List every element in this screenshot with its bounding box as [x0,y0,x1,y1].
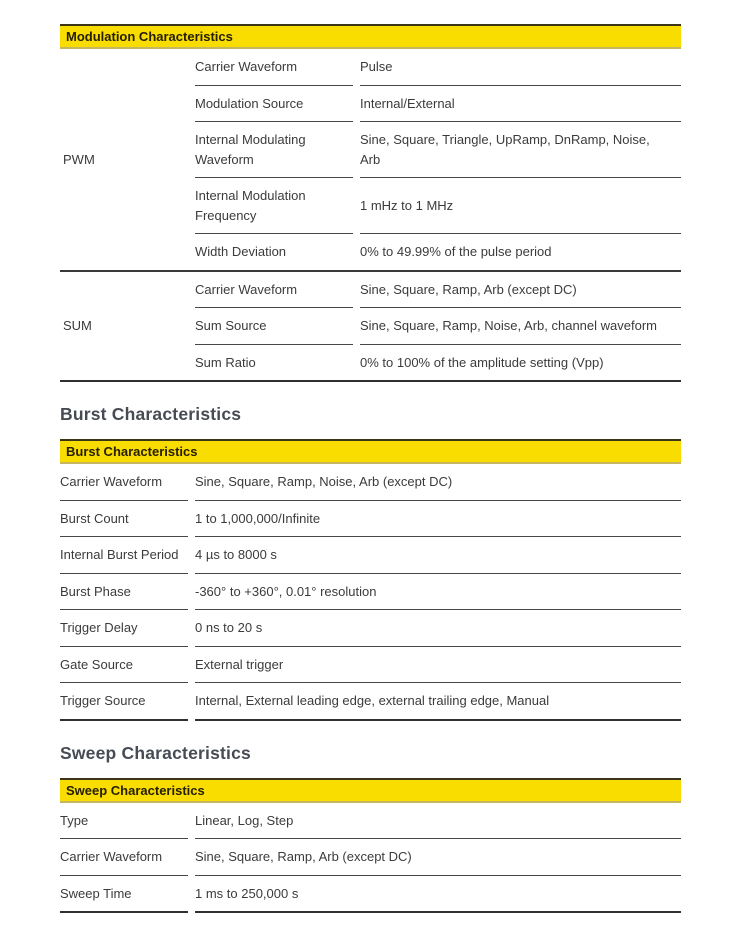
row-value: -360° to +360°, 0.01° resolution [195,574,681,611]
row-value: External trigger [195,647,681,684]
sweep-section-heading: Sweep Characteristics [60,742,251,763]
table-row [195,49,681,86]
row-label: Burst Count [60,501,188,538]
table-row [195,178,681,234]
burst-section-heading: Burst Characteristics [60,404,242,424]
burst-table-header-label: Burst Characteristics [66,444,198,459]
row-label: Trigger Source [60,683,188,721]
row-value: 0% to 49.99% of the pulse period [360,244,552,259]
table-row [195,272,681,309]
row-value: 1 ms to 250,000 s [195,876,681,914]
row-label: Width Deviation [195,244,287,259]
row-label: Modulation Source [195,86,353,123]
table-row [60,464,681,501]
sweep-characteristics-table [60,778,681,914]
row-label: Internal Modulating Waveform [195,122,353,178]
sum-group-label: SUM [63,318,92,334]
row-label: Internal Modulation Frequency [195,178,353,234]
row-value: Sine, Square, Ramp, Arb (except DC) [195,839,681,876]
sum-group [60,272,681,383]
modulation-table-header-label: Modulation Characteristics [66,29,233,44]
modulation-table-header-bar [60,24,681,49]
pwm-group-rows [195,49,681,270]
row-value: Linear, Log, Step [195,803,681,840]
row-value: 1 mHz to 1 MHz [360,178,681,234]
pwm-group-label: PWM [63,151,95,167]
row-value: 1 to 1,000,000/Infinite [195,501,681,538]
sum-group-rows [195,272,681,381]
row-label: Sweep Time [60,876,188,914]
row-value: Sine, Square, Triangle, UpRamp, DnRamp, Noise, Arb [360,122,681,178]
table-row [195,122,681,178]
row-label: Burst Phase [60,574,188,611]
row-label: Carrier Waveform [60,839,188,876]
table-row [195,345,681,381]
table-row [60,876,681,914]
row-value: 0 ns to 20 s [195,610,681,647]
table-row [60,683,681,721]
row-label: Carrier Waveform [195,272,353,309]
row-value: Sine, Square, Ramp, Noise, Arb, channel waveform [360,308,681,345]
table-row [60,647,681,684]
page-content [60,24,681,913]
table-row [60,501,681,538]
row-value: Sine, Square, Ramp, Noise, Arb (except DC) [195,464,681,501]
table-row [195,308,681,345]
row-label: Type [60,803,188,840]
sweep-table-header-label: Sweep Characteristics [66,782,205,798]
row-label: Carrier Waveform [195,49,353,86]
modulation-characteristics-table [60,24,681,382]
row-value: Internal, External leading edge, external trailing edge, Manual [195,683,681,721]
row-label: Gate Source [60,647,188,684]
row-label: Internal Burst Period [60,537,188,574]
row-label: Sum Ratio [195,354,256,370]
row-value: Sine, Square, Ramp, Arb (except DC) [360,272,681,309]
row-value: 0% to 100% of the amplitude setting (Vpp) [360,354,604,370]
table-row [60,839,681,876]
table-row [195,234,681,270]
row-label: Carrier Waveform [60,464,188,501]
row-value: Pulse [360,49,681,86]
row-label: Sum Source [195,308,353,345]
table-row [60,574,681,611]
table-row [60,610,681,647]
table-row [60,537,681,574]
row-value: Internal/External [360,86,681,123]
row-value: 4 µs to 8000 s [195,537,681,574]
table-row [60,803,681,840]
pwm-group [60,49,681,272]
burst-table-header-bar [60,439,681,464]
sweep-table-header-bar [60,778,681,803]
table-row [195,86,681,123]
row-label: Trigger Delay [60,610,188,647]
burst-characteristics-table [60,439,681,721]
